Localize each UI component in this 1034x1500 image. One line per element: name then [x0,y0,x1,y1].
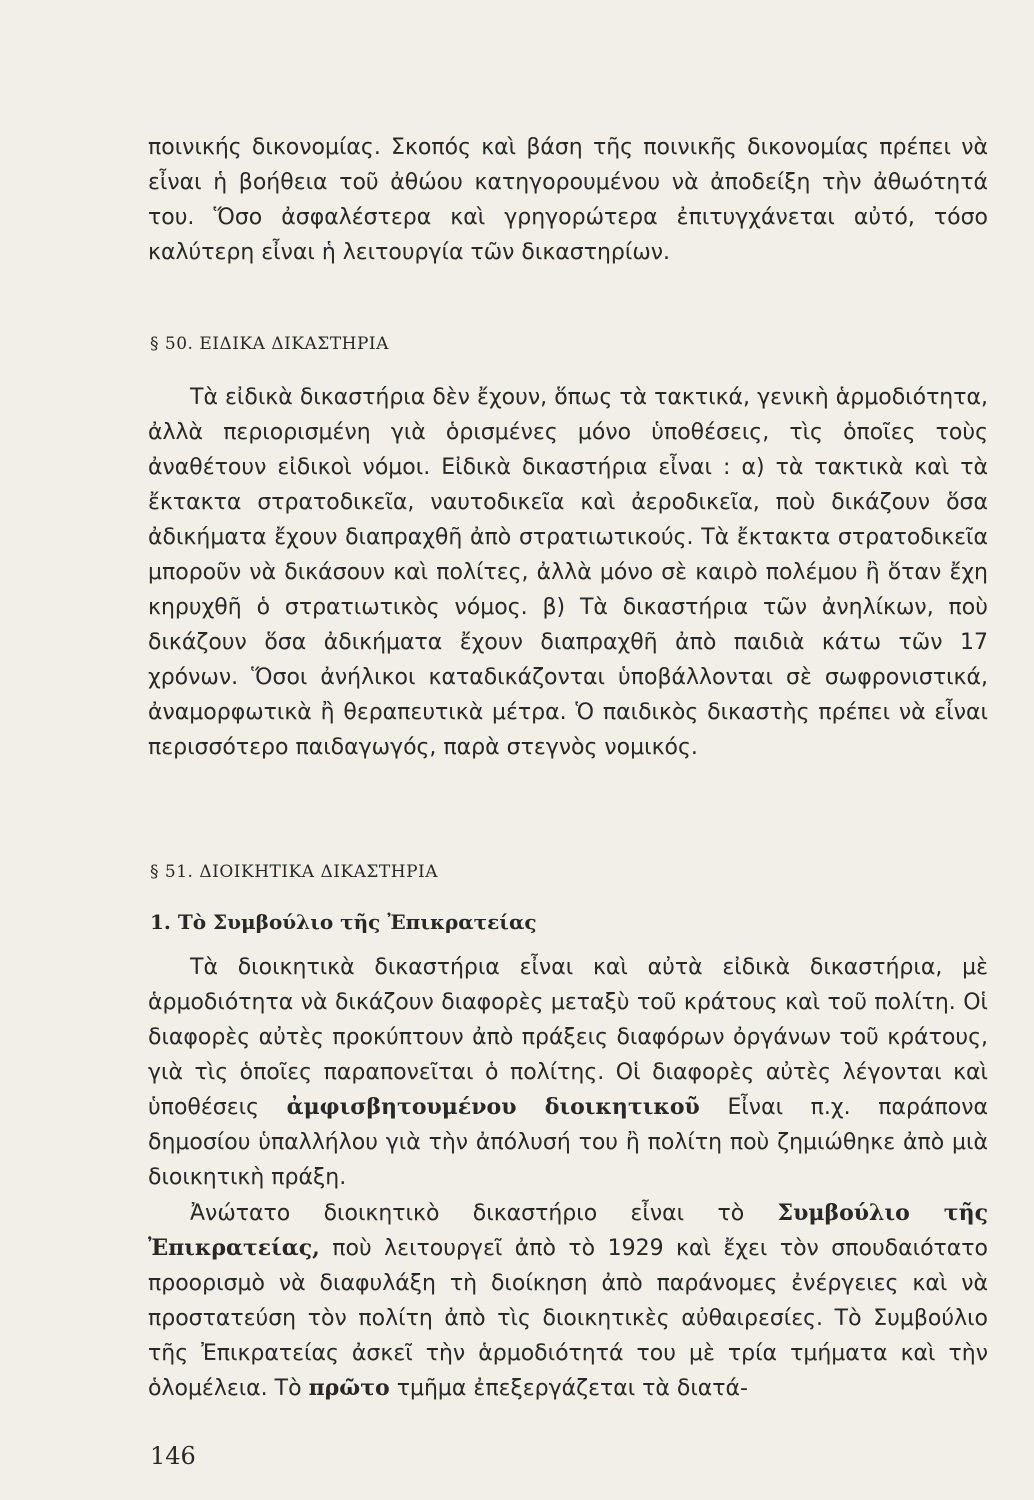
paragraph-2-text-b: ποὺ λειτουργεῖ ἀπὸ τὸ 1929 καὶ ἔχει τὸν σπουδαιότατο προορισμὸ νὰ διαφυλάξη τὴ διοίκηση ἀπὸ παράνομες ἐνέργειες καὶ νὰ προστατεύση τὸν πολίτη ἀπὸ τὶς διοικητικὲς αὐθαιρεσίες. Τὸ Συμβούλιο τῆς Ἐπικρατείας ἀσκεῖ τὴν ἁρμοδιότητά του μὲ τρία τμήματα καὶ τὴν ὁλομέλεια. Τὸ [148,1236,988,1401]
paragraph-2-bold-term-2: πρῶτο [308,1375,390,1401]
section-51-subheading: 1. Τὸ Συμβούλιο τῆς Ἐπικρατείας [150,910,537,934]
paragraph-1-bold-term: ἀμφισβητουμένου διοικητικοῦ [286,1094,700,1120]
paragraph-1-text-a: Τὰ διοικητικὰ δικαστήρια εἶναι καὶ αὐτὰ εἰδικὰ δικαστήρια, μὲ ἁρμοδιότητα νὰ δικάζουν διαφορὲς μεταξὺ τοῦ κράτους καὶ τοῦ πολίτη. Οἱ διαφορὲς αὐτὲς προκύπτουν ἀπὸ πράξεις διαφόρων ὀργάνων τοῦ κράτους, γιὰ τὶς ὁποῖες παραπονεῖται ὁ πολίτης. Οἱ διαφορὲς αὐτὲς λέγονται καὶ ὑποθέσεις [148,955,988,1120]
section-51-paragraph-2 [148,1196,988,1406]
section-50-paragraph: Τὰ εἰδικὰ δικαστήρια δὲν ἔχουν, ὅπως τὰ τακτικά, γενικὴ ἁρμοδιότητα, ἀλλὰ περιορισμένη γιὰ ὁρισμένες μόνο ὑποθέσεις, τὶς ὁποῖες τοὺς ἀναθέτουν εἰδικοὶ νόμοι. Εἰδικὰ δικαστήρια εἶναι : α) τὰ τακτικὰ καὶ τὰ ἔκτακτα στρατοδικεῖα, ναυτοδικεῖα καὶ ἀεροδικεῖα, ποὺ δικάζουν ὅσα ἀδικήματα ἔχουν διαπραχθῆ ἀπὸ στρατιωτικούς. Τὰ ἔκτακτα στρατοδικεῖα μποροῦν νὰ δικάσουν καὶ πολίτες, ἀλλὰ μόνο σὲ καιρὸ πολέμου ἢ ὅταν ἔχη κηρυχθῆ ὁ στρατιωτικὸς νόμος. β) Τὰ δικαστήρια τῶν ἀνηλίκων, ποὺ δικάζουν ὅσα ἀδικήματα ἔχουν διαπραχθῆ ἀπὸ παιδιὰ κάτω τῶν 17 χρόνων. Ὅσοι ἀνήλικοι καταδικάζονται ὑποβάλλονται σὲ σωφρονιστικά, ἀναμορφωτικὰ ἢ θεραπευτικὰ μέτρα. Ὁ παιδικὸς δικαστὴς πρέπει νὰ εἶναι περισσότερο παιδαγωγός, παρὰ στεγνὸς νομικός. [148,385,988,760]
section-51-heading: § 51. ΔΙΟΙΚΗΤΙΚΑ ΔΙΚΑΣΤΗΡΙΑ [150,862,439,882]
page-number: 146 [150,1442,196,1470]
paragraph-1-text-b: Εἶναι π.χ. παράπονα δημοσίου ὑπαλλήλου γιὰ τὴν ἀπόλυσή του ἢ πολίτη ποὺ ζημιώθηκε ἀπὸ μιὰ διοικητικὴ πράξη. [148,1095,988,1190]
paragraph-2-text-c: τμῆμα ἐπεξεργάζεται τὰ διατά- [396,1376,748,1401]
paragraph-2-bold-term: Συμβούλιο τῆς Ἐπικρατείας, [148,1200,988,1261]
intro-paragraph: ποινικής δικονομίας. Σκοπός καὶ βάση τῆς ποινικῆς δικονομίας πρέπει νὰ εἶναι ἡ βοήθεια τοῦ ἀθώου κατηγορουμένου νὰ ἀποδείξη τὴν ἀθωότητά του. Ὅσο ἀσφαλέστερα καὶ γρηγορώτερα ἐπιτυγχάνεται αὐτό, τόσο καλύτερη εἶναι ἡ λειτουργία τῶν δικαστηρίων. [148,135,988,265]
section-50-heading: § 50. ΕΙΔΙΚΑ ΔΙΚΑΣΤΗΡΙΑ [150,334,389,354]
section-51-paragraph-1 [148,950,988,1195]
paragraph-2-text-a: Ἀνώτατο διοικητικὸ δικαστήριο εἶναι τὸ [190,1201,745,1226]
